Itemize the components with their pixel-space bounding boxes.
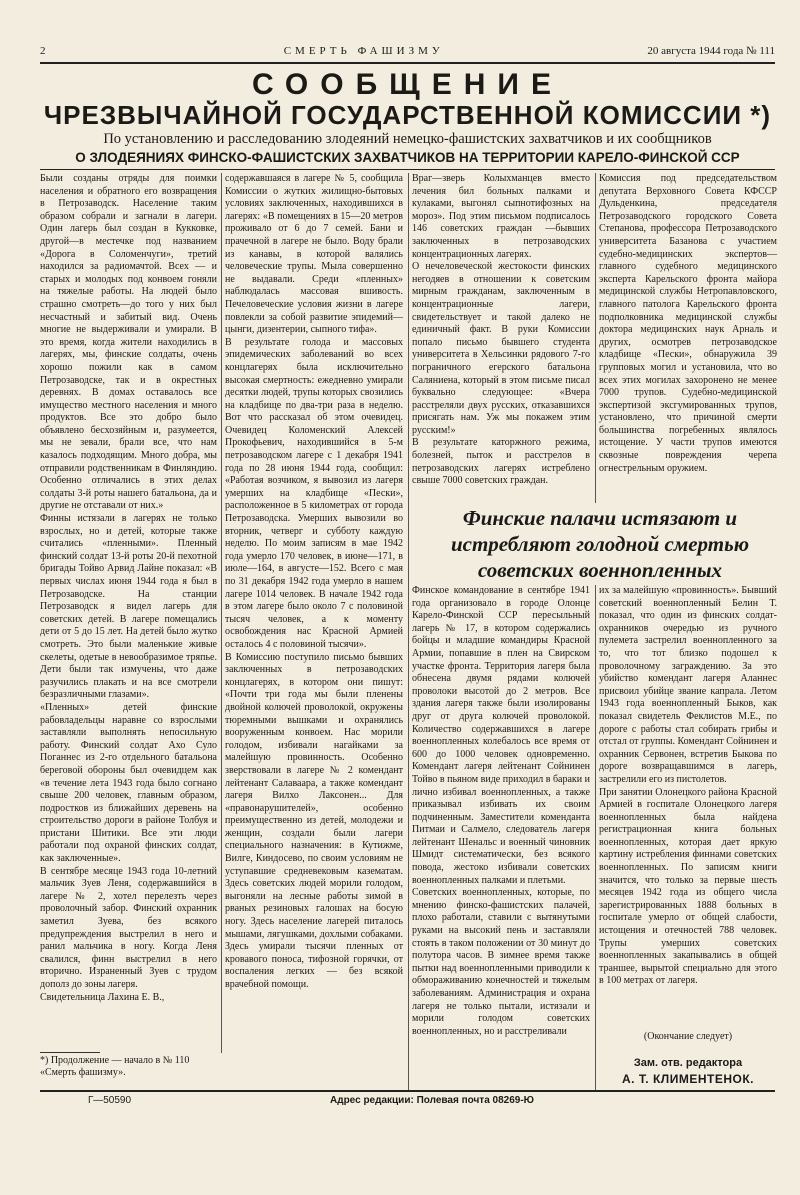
column-divider <box>408 173 409 1090</box>
issue-date: 20 августа 1944 года № 111 <box>647 45 775 57</box>
article-title-line2: ЧРЕЗВЫЧАЙНОЙ ГОСУДАРСТВЕННОЙ КОМИССИИ *) <box>43 100 772 130</box>
newspaper-name: СМЕРТЬ ФАШИЗМУ <box>283 45 444 57</box>
bottom-rule <box>40 1090 775 1092</box>
print-code: Г—50590 <box>88 1095 132 1106</box>
page-number: 2 <box>40 45 46 57</box>
footnote-rule <box>40 1052 100 1053</box>
column-divider <box>221 173 222 1053</box>
article-subtitle: По установлению и расследованию злодеяний немецко-фашистских захватчиков и их сообщников <box>103 131 712 147</box>
editor-name: А. Т. КЛИМЕНТЕНОК. <box>621 1072 754 1086</box>
column-divider <box>595 173 596 503</box>
article-column-4: Комиссия под председательством депутата Верховного Совета КФССР Дульденкина, председателя Петрозаводского городского Совета Степанова, профессора Петрозаводского университета Базанова с участием судебно-медицинских экспертов—главного судебного медицинского эксперта Карельского фронта майора медицинской службы Нетропавловского, главного патолога Карельского фронта подполковника медицинской службы доктора медицинских наук Арналь и других, осмотрев петрозаводское кладбище «Пески», обнаружила 39 групповых могил и установила, что во всех этих могилах захоронено не менее 7000 трупов. Судебно-медицинской экспертизой эксгумированных трупов, установлено, что причиной смерти большинства погребенных являлось истощение. У части трупов имеются сквозные повреждения черепа огнестрельным оружием. <box>599 173 777 474</box>
editorial-address: Адрес редакции: Полевая почта 08269-Ю <box>330 1095 534 1106</box>
article-column-1: Были созданы отряды для поимки населения и обратного его возвращения в Петрозаводск. Население таким образом собрали и загнали в лагери. Один лагерь был создан в Кукковке, другой—в местечке под названием «Дорога в Соломенчуги», третий находился за радиомачтой. Всех — и старых и молодых под конвоем гоняли на тяжелые работы. На людей было страшно смотреть—до того у них был несчастный и забитый вид. Очень многие не выдерживали и умирали. В это время, когда жители находились в лагерях, мы, финские солдаты, очень хорошо пожили как в самом Петрозаводске, так и в окрестных деревнях. В домах оставалось все имущество местного населения и много продуктов. Все это добро было объявлено бесхозяйным и, разумеется, мы не зевали, брали все, что нам казалось подходящим. Много добра, мы отправили родственникам в Финляндию. Особенно отличались в этих делах солдаты 3-й роты нашего батальона, да и другие не отставали от них.» Финны истязали в лагерях не только взрослых, но и детей, которые также считались «пленными». Пленный финский солдат 13-й роты 20-й пехотной бригады Тойво Арвид Лайне показал: «В первых числах июня 1944 года я был в Петрозаводске. На станции Петрозаводск я видел лагерь для советских детей. В лагере помещались дети от 5 до 15 лет. На детей было жутко смотреть. Это были маленькие живые скелеты, одетые в невообразимое тряпье. Дети были так измучены, что даже разучились плакать и на все смотрели безразличными глазами». «Пленных» детей финские рабовладельцы наравне со взрослыми заставляли выполнять непосильную работу. Финский солдат Ахо Суло Поганнес из 2-го отдельного батальона береговой обороны был очевидцем как «в течение лета 1943 года было согнано свыше 200 человек, главным образом, подростков из ближайших деревень на строительство дороги в районе Толбуя и пристани Шитики. Все эти люди работали под охраной финских солдат, как заключенные». В сентябре месяце 1943 года 10-летний мальчик Зуев Леня, содержавшийся в лагере № 2, хотел перелезть через проволочный забор. Финский охранник заметил Зуева, без всякого предупреждения выстрелил в него и ранил мальчика в ногу. Когда Леня свалился, финн выстрелил в него вторично. Израненный Зуев с трудом дополз до зоны лагеря. Свидетельница Лахина Е. В., <box>40 173 217 1003</box>
article-headline: О ЗЛОДЕЯНИЯХ ФИНСКО-ФАШИСТСКИХ ЗАХВАТЧИКОВ НА ТЕРРИТОРИИ КАРЕЛО-ФИНСКОЙ ССР <box>40 149 775 170</box>
article-column-6: их за малейшую «провинность». Бывший советский военнопленный Белин Т. показал, что один из финских солдат-охранников очередью из ручного пулемета застрелил военнопленного за то, что тот близко подошел к проволочному заграждению. За это убийство комендант лагеря Аланнес присвоил убийце звание капрала. Летом 1943 года военнопленный Быков, как показал свидетель Феклистов М.Е., по дороге с работы стал собирать грибы и отстал от группы. Комендант Сойнинен и охранник Сервонен, встретив Быкова по дороге возвращавшимся в лагерь, застрелили его из пистолетов. При занятии Олонецкого района Красной Армией в госпитале Олонецкого лагеря военнопленных была найдена регистрационная книга больных военнопленных, которая дает яркую картину истребления финнами советских военнопленных. По записям книги значится, что только за первые шесть месяцев 1942 года из общего числа зарегистрированных 1888 больных в госпитале умерло от общей слабости, истощения и отечностей 788 человек. Трупы умерших советских военнопленных закапывались в общей траншее, вырытой специально для этого в 100 метрах от лагеря. <box>599 585 778 987</box>
section-heading: Финские палачи истязают и истребляют голодной смертью советских военнопленных <box>450 506 750 582</box>
article-title: СООБЩЕНИЕ <box>252 68 563 101</box>
article-column-3: Враг—зверь Колыхманцев вместо лечения бил больных палками и кулаками, выгонял сыпнотифозных на мороз». Под этим письмом подписалось 146 советских граждан —бывших заключенных в петрозаводских концентрационных лагерях. О нечеловеческой жестокости финских негодяев в отношении к советским мирным гражданам, заключенным в концентрационные лагери, свидетельствует и такой далеко не единичный факт. В руки Комиссии попало письмо бывшего студента университета в Хельсинки рядового 7-го пограничного егерского батальона Саляниена, который в этом письме писал буквально следующее: «Вчера расстреляли двух русских, отказавшихся присягать нам. Уж мы покажем этим русским!» В результате каторжного режима, болезней, пыток и расстрелов в петрозаводских лагерях истреблено свыше 7000 советских граждан. <box>412 173 590 487</box>
column-divider <box>595 585 596 1090</box>
article-column-5: Финское командование в сентябре 1941 года организовало в городе Олонце Карело-Финской ССР пересыльный лагерь № 17, в котором содержались бойцы и младшие командиры Красной Армии, попавшие в плен на Свирском участке фронта. Территория лагеря была обнесена двумя рядами колючей проволоки высотой до 2 метров. Все здания лагеря также были изолированы друг от друга колючей проволокой. Количество содержавшихся в лагере военнопленных колебалось все время от 600 до 1000 человек одновременно. Комендант лагеря лейтенант Сойнинен Тойво в пьяном виде приходил в бараки и лично избивал военнопленных, а также приказывал избивать их своим подчиненным. Заместители коменданта Питмаи и Салмело, следователь лагеря лейтенант Шенальс и военный чиновник Шмидт систематически, без всякого повода, жестоко избивали советских военнопленных палками и плетьми. Советских военнопленных, которые, по мнению финско-фашистских палачей, плохо работали, ставили с вытянутыми руками на высокий пень и заставляли стоять в таком положении от 30 минут до полутора часов. В зимнее время также пытки над военнопленными приводили к обмораживанию конечностей и тяжелым заболеваниям. Администрация и охрана лагеря не только пытали, истязали и морили голодом советских военнопленных, но и расстреливали <box>412 585 590 1037</box>
article-column-2: содержавшаяся в лагере № 5, сообщила Комиссии о жутких жилищно-бытовых условиях заключенных, находившихся в лагерях: «В помещениях в 15—20 метров проживало от 6 до 7 семей. Бани и прачечной в лагере не было. Воду брали из канавы, в которой валялись человеческие трупы. Мыла совершенно не выдавали. Среди «пленных» наблюдалась массовая вшивость. Печеловеческие условия жизни в лагере повлекли за собой развитие эпидемий—цынги, дизентерии, сыпного тифа». В результате голода и массовых эпидемических заболеваний во всех концлагерях была исключительно высокая смертность: ежедневно умирали десятки людей, трупы которых свозились на кладбище по два-три раза в неделю. Вот что рассказал об этом очевидец. Очевидец Коломенский Алексей Прокофьевич, находившийся в 5-м петрозаводском лагере с 1 декабря 1941 года по 28 июня 1944 года, сообщил: «Работая возчиком, я вывозил из лагеря умерших на кладбище «Пески», расположенное в 5 километрах от города Петрозаводска. Умерших вывозили во вторник, четверг и субботу каждую неделю. По моим записям в мае 1942 года умерло 170 человек, в июне—171, в июле—164, в августе—152. Всего с мая по 31 декабря 1942 года умерло в нашем лагере 1014 человек. В начале 1942 года в этом лагере было около 7 с половиной тысяч человек, а к моменту освобождения нас Красной Армией осталось 4 с половиной тысячи». В Комиссию поступило письмо бывших заключенных в петрозаводских концлагерях, в котором они пишут: «Почти три года мы были пленены двойной колючей проволокой, окружены тюремными вышками и охранялись вооруженным конвоем. Нас морили голодом, избивали нагайками за малейшую провинность. Особенно зверствовали в лагере № 2 комендант лейтенант Салаваара, а также комендант лагеря Вилхо Лаксонен... Для «правонарушителей», особенно преимущественно из детей, молодежи и женщин, создали были лагери специального назначения: в Кутижме, Вилге, Киндосево, по своим условиям не уступавшие средневековым казематам. Здесь советских людей морили голодом, выгоняли на лесные работы зимой в рваных резиновых галошах на босую ногу. Здесь население лагерей питалось мышами, лягушками, дохлыми собаками. Здесь умирали тысячи пленных от кровавого поноса, тифозной горячки, от воспаления легких — без всякой врачебной помощи. <box>225 173 403 990</box>
masthead <box>40 40 775 64</box>
footnote: *) Продолжение — начало в № 110 «Смерть фашизму». <box>40 1055 190 1078</box>
editor-label: Зам. отв. редактора <box>633 1057 743 1069</box>
continuation-note: (Окончание следует) <box>643 1031 733 1042</box>
